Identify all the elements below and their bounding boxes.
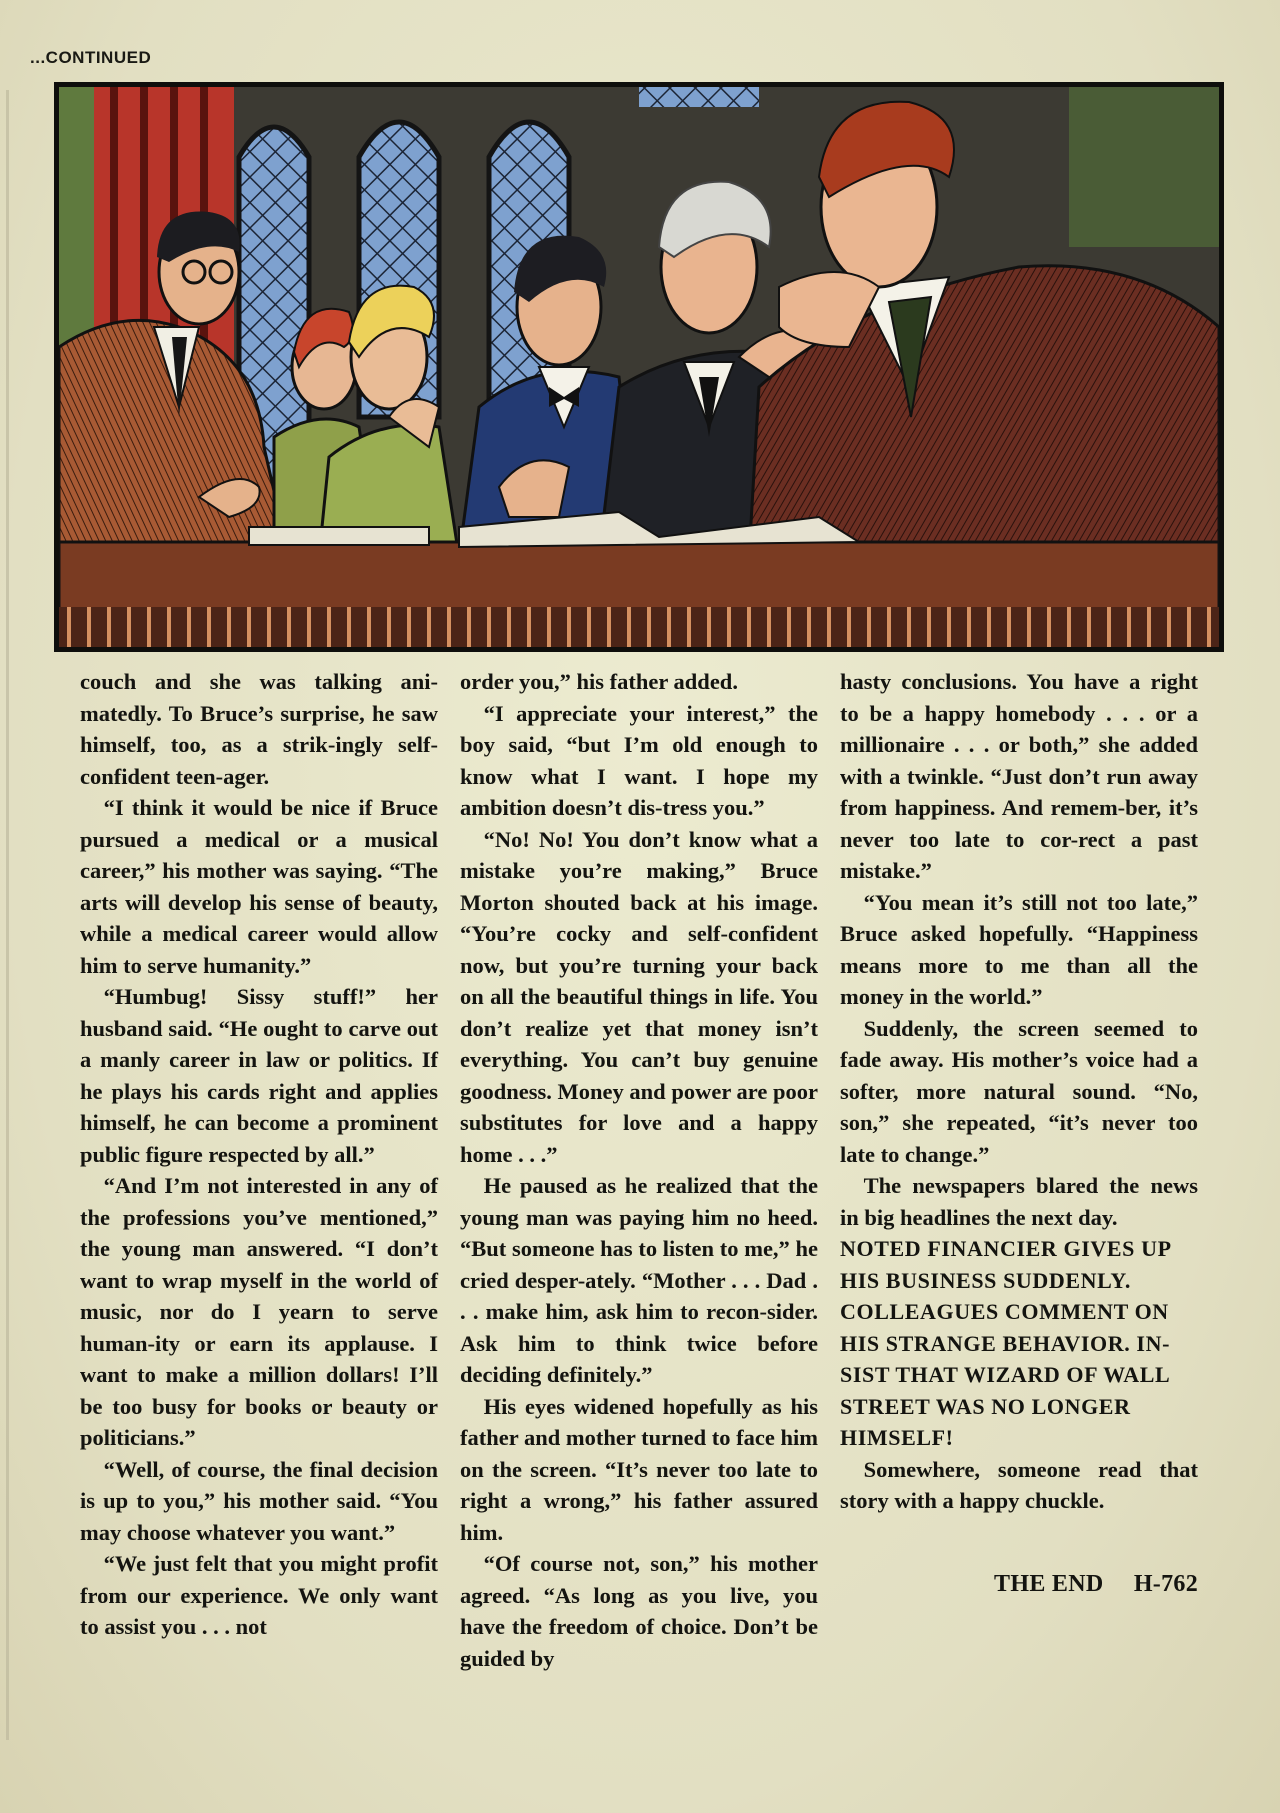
paragraph: “Of course not, son,” his mother agreed. “As long as you live, you have the freedom of choice. Don’t be guided by <box>460 1551 818 1671</box>
column-2 <box>460 666 818 1746</box>
column-1 <box>80 666 438 1746</box>
paragraph: The newspapers blared the news in big headlines the next day. <box>840 1173 1198 1230</box>
paragraph: “And I’m not interested in any of the professions you’ve mentioned,” the young man answered. “I don’t want to wrap myself in the world of music, nor do I yearn to serve human-ity or earn its applause. I want to make a million dollars! I’ll be too busy for books or beauty or politicians.” <box>80 1173 438 1450</box>
newspaper-headline: NOTED FINANCIER GIVES UP HIS BUSINESS SUDDENLY. COLLEAGUES COMMENT ON HIS STRANGE BEHAVIOR. IN-SIST THAT WIZARD OF WALL STREET WAS NO LONGER HIMSELF! <box>840 1236 1171 1450</box>
the-end-label: THE END <box>994 1570 1104 1597</box>
end-line <box>840 1569 1198 1601</box>
illustration-panel <box>54 82 1224 652</box>
paragraph: He paused as he realized that the young man was paying him no heed. “But someone has to listen to me,” he cried desper-ately. “Mother . . . Dad . . . make him, ask him to recon-sider. Ask him to think twice before deciding definitely.” <box>460 1173 818 1387</box>
article-body <box>80 666 1198 1746</box>
paragraph: “Humbug! Sissy stuff!” her husband said. “He ought to carve out a manly career in law or politics. If he plays his cards right and applies himself, he can become a prominent public figure respected by all.” <box>80 984 438 1167</box>
story-code: H-762 <box>1133 1570 1198 1597</box>
closing-paragraph: Somewhere, someone read that story with a happy chuckle. <box>840 1456 1198 1513</box>
column-3 <box>840 666 1198 1746</box>
paragraph: hasty conclusions. You have a right to be a happy homebody . . . or a millionaire . . . or both,” she added with a twinkle. “Just don’t run away from happiness. And remem-ber, it’s never too late to cor-rect a past mistake.” <box>840 669 1198 883</box>
paragraph: “I think it would be nice if Bruce pursued a medical or a musical career,” his mother was saying. “The arts will develop his sense of beauty, while a medical career would allow him to serve humanity.” <box>80 795 438 978</box>
paragraph: “We just felt that you might profit from our experience. We only want to assist you . . . not <box>80 1551 438 1639</box>
binding-edge <box>6 90 9 1740</box>
boardroom-illustration <box>59 87 1219 647</box>
paragraph: “You mean it’s still not too late,” Bruce asked hopefully. “Happiness means more to me than all the money in the world.” <box>840 889 1198 1009</box>
paragraph: “Well, of course, the final decision is up to you,” his mother said. “You may choose whatever you want.” <box>80 1456 438 1545</box>
paragraph: Suddenly, the screen seemed to fade away. His mother’s voice had a softer, more natural sound. “No, son,” she repeated, “it’s never too late to change.” <box>840 1015 1198 1167</box>
paragraph: “No! No! You don’t know what a mistake you’re making,” Bruce Morton shouted back at his image. “You’re cocky and self-confident now, but you’re turning your back on all the beautiful things in life. You don’t realize yet that money isn’t everything. You can’t buy genuine goodness. Money and power are poor substitutes for love and a happy home . . .” <box>460 826 818 1167</box>
paragraph: order you,” his father added. <box>460 669 738 694</box>
paragraph: couch and she was talking ani-matedly. To Bruce’s surprise, he saw himself, too, as a strik-ingly self-confident teen-ager. <box>80 669 438 789</box>
continued-label: ...CONTINUED <box>30 48 152 67</box>
paragraph: “I appreciate your interest,” the boy said, “but I’m old enough to know what I want. I hope my ambition doesn’t dis-tress you.” <box>460 700 818 820</box>
paragraph: His eyes widened hopefully as his father and mother turned to face him on the screen. “It’s never too late to right a wrong,” his father assured him. <box>460 1393 818 1545</box>
